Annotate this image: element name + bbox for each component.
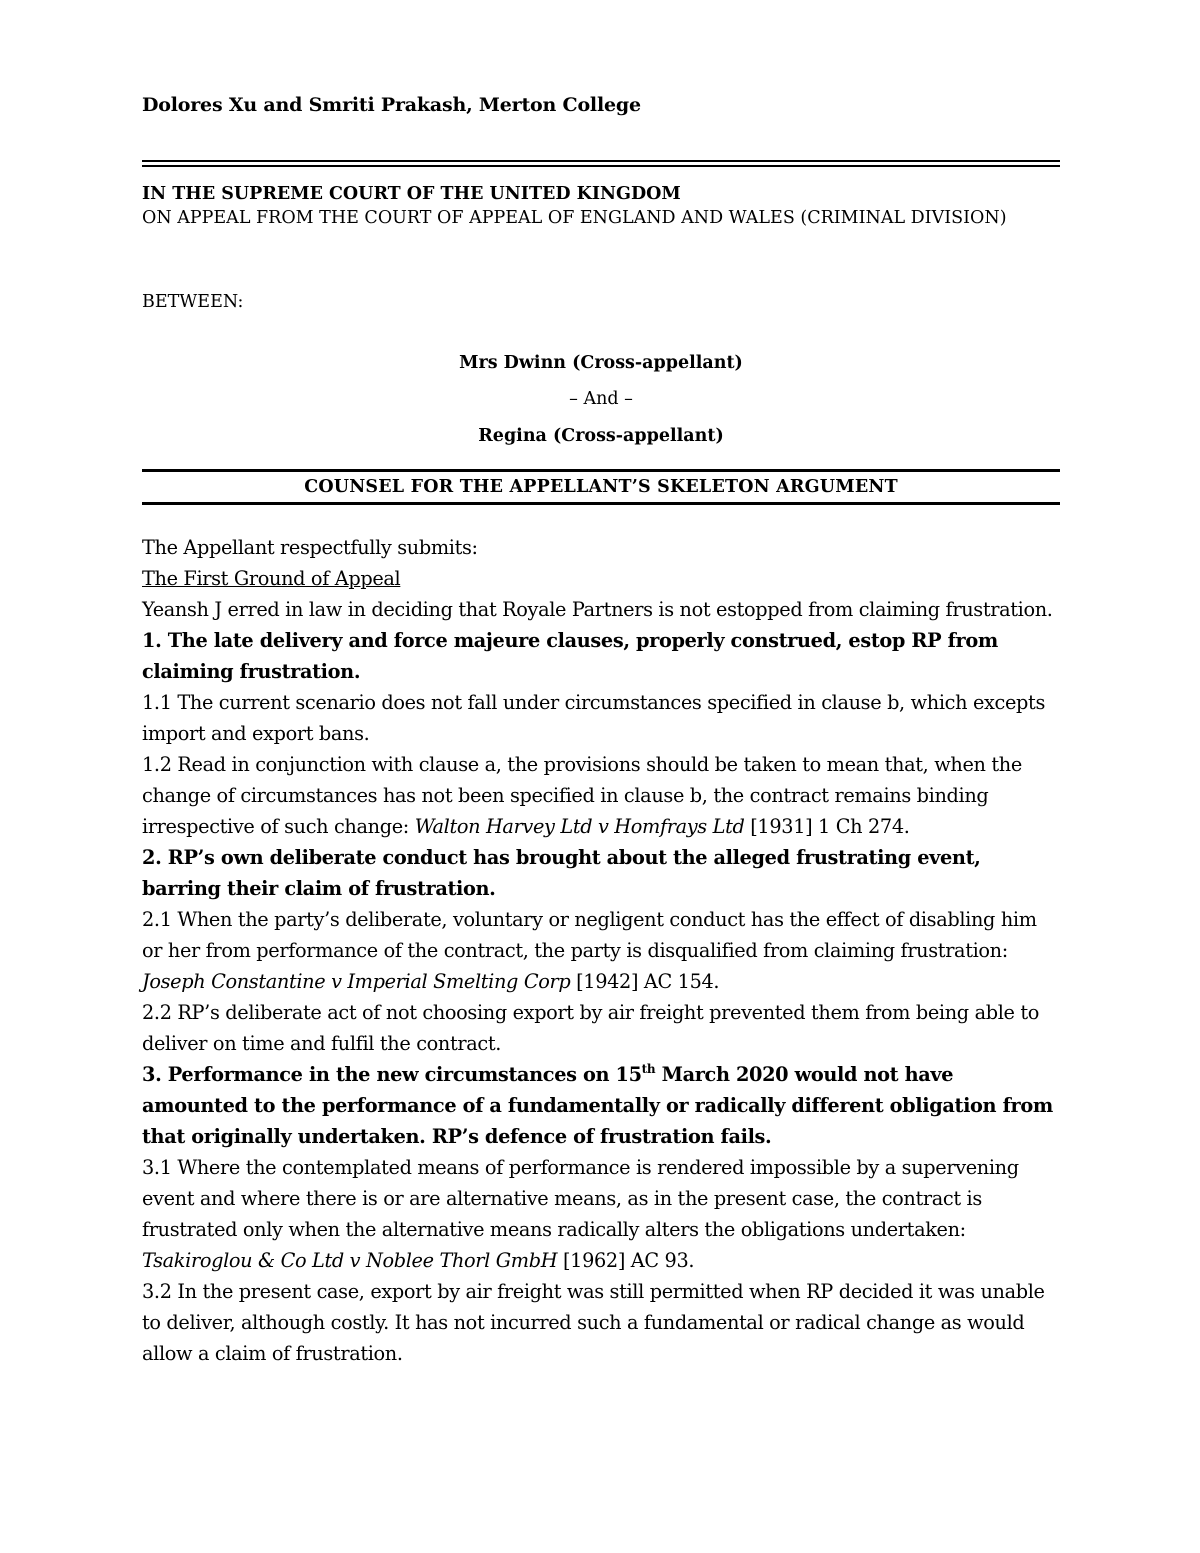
ground-text: Yeansh J erred in law in deciding that Royale Partners is not estopped from claiming frustration.	[142, 598, 1053, 621]
point-2-1-case: Joseph Constantine v Imperial Smelting Corp	[142, 970, 571, 993]
point-1-2-case: Walton Harvey Ltd v Homfrays Ltd	[414, 815, 745, 838]
point-1-2	[142, 749, 1060, 842]
point-1-2-cite: [1931] 1 Ch 274.	[744, 815, 910, 838]
point-1-heading: 1. The late delivery and force majeure clauses, properly construed, estop RP from claiming frustration.	[142, 629, 998, 683]
point-3-1-text: 3.1 Where the contemplated means of performance is rendered impossible by a supervening event and where there is or are alternative means, as in the present case, the contract is frustrated only when the alternative means radically alters the obligations undertaken:	[142, 1156, 1019, 1241]
intro-paragraph: The Appellant respectfully submits:	[142, 536, 478, 559]
party-one: Mrs Dwinn (Cross-appellant)	[459, 353, 743, 373]
and-label: – And –	[569, 389, 633, 409]
point-2-heading: 2. RP’s own deliberate conduct has brought about the alleged frustrating event, barring their claim of frustration.	[142, 846, 981, 900]
ground-heading: The First Ground of Appeal	[142, 567, 401, 590]
point-3-1-case: Tsakiroglou & Co Ltd v Noblee Thorl GmbH	[142, 1249, 558, 1272]
court-name: IN THE SUPREME COURT OF THE UNITED KINGDOM	[142, 184, 681, 204]
point-3-heading-a: 3. Performance in the new circumstances on 15	[142, 1063, 642, 1086]
point-2-1	[142, 904, 1060, 997]
party-two: Regina (Cross-appellant)	[478, 426, 724, 446]
point-3-heading	[142, 1059, 1060, 1152]
point-3-1	[142, 1152, 1060, 1276]
document-title: COUNSEL FOR THE APPELLANT’S SKELETON ARGUMENT	[142, 469, 1060, 505]
point-3-2: 3.2 In the present case, export by air freight was still permitted when RP decided it was unable to deliver, although costly. It has not incurred such a fundamental or radical change as would allow a claim of frustration.	[142, 1280, 1045, 1365]
appeal-from: ON APPEAL FROM THE COURT OF APPEAL OF ENGLAND AND WALES (CRIMINAL DIVISION)	[142, 208, 1007, 228]
point-3-heading-sup: th	[641, 1062, 656, 1076]
point-1-1: 1.1 The current scenario does not fall under circumstances specified in clause b, which excepts import and export bans.	[142, 691, 1045, 745]
between-label: BETWEEN:	[142, 292, 244, 312]
point-2-1-cite: [1942] AC 154.	[570, 970, 720, 993]
argument-body	[142, 532, 1060, 1369]
point-3-heading-b: March 2020 would not have amounted to the performance of a fundamentally or radically different obligation from that originally undertaken. RP’s defence of frustration fails.	[142, 1063, 1053, 1148]
point-1-2-text: 1.2 Read in conjunction with clause a, the provisions should be taken to mean that, when the change of circumstances has not been specified in clause b, the contract remains binding irrespective of such change:	[142, 753, 1022, 838]
point-2-1-text: 2.1 When the party’s deliberate, voluntary or negligent conduct has the effect of disabling him or her from performance of the contract, the party is disqualified from claiming frustration:	[142, 908, 1037, 962]
court-heading	[142, 182, 1060, 230]
point-3-1-cite: [1962] AC 93.	[557, 1249, 695, 1272]
header-double-rule	[142, 160, 1060, 167]
author-line: Dolores Xu and Smriti Prakash, Merton College	[142, 94, 641, 116]
point-2-2: 2.2 RP’s deliberate act of not choosing export by air freight prevented them from being able to deliver on time and fulfil the contract.	[142, 1001, 1040, 1055]
